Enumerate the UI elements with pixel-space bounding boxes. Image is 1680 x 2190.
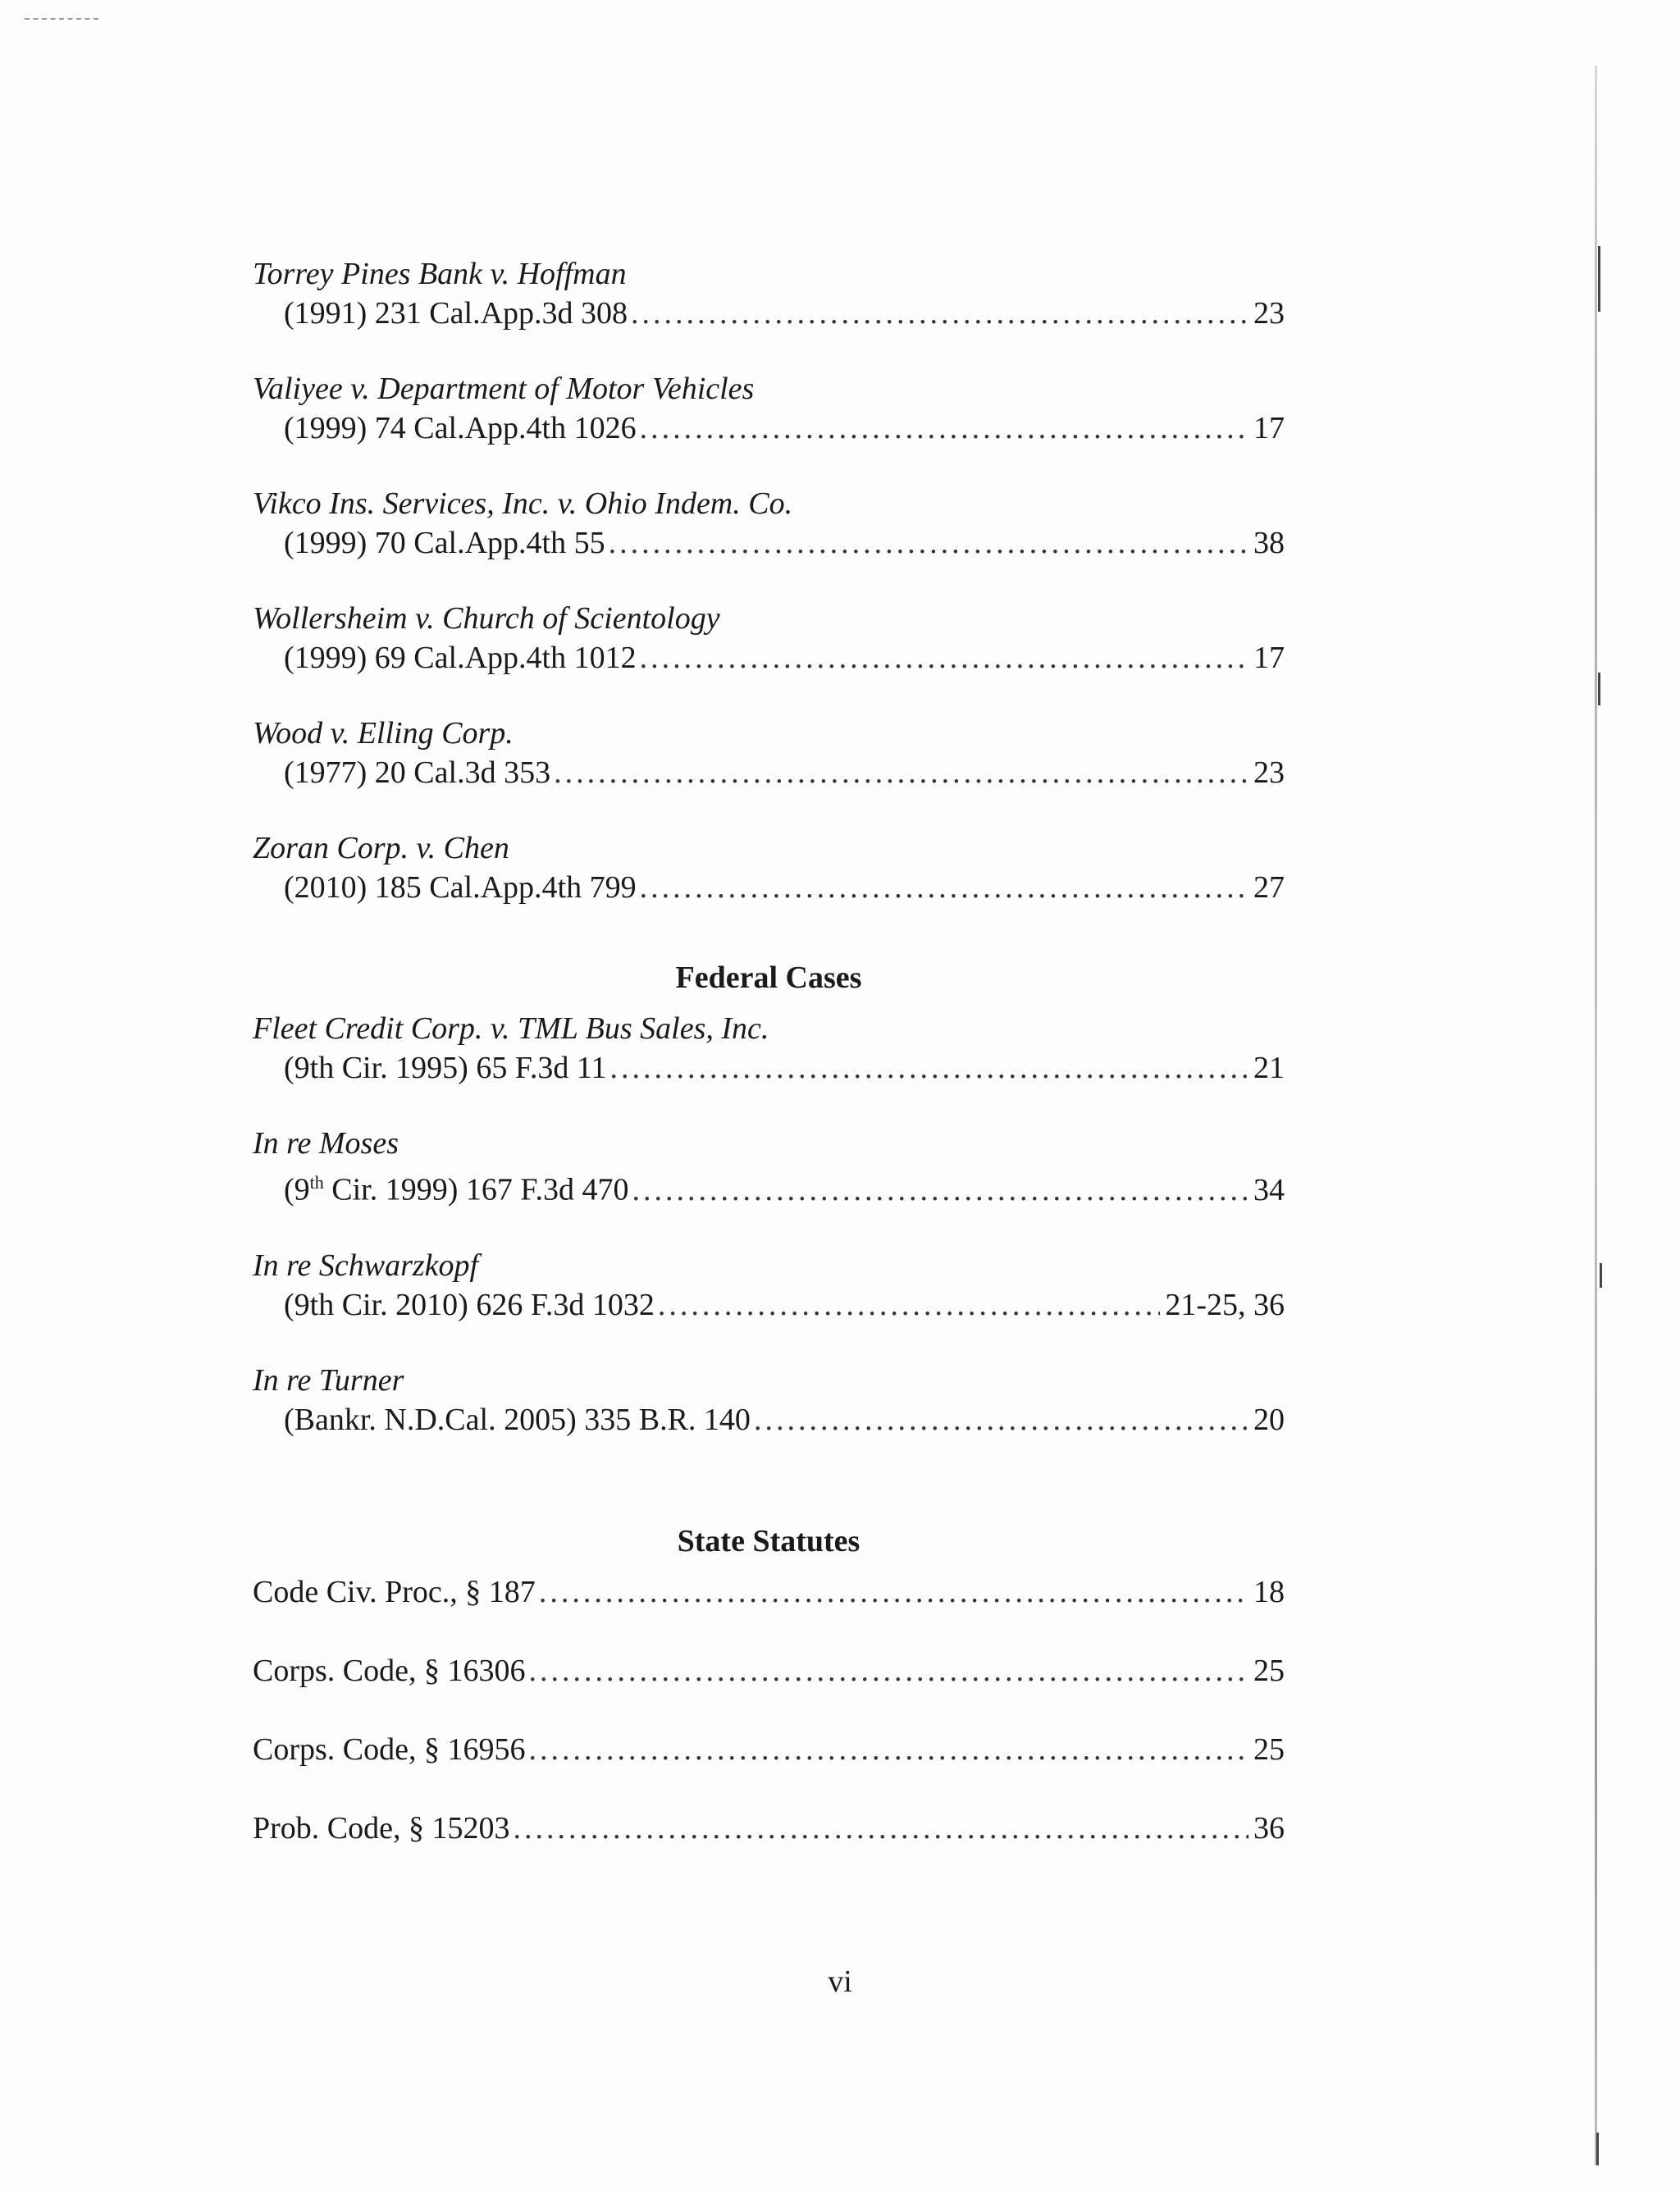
citation-line (253, 1809, 1285, 1848)
page-reference: 17 (1253, 641, 1285, 675)
scan-edge-mark (1600, 1263, 1602, 1288)
citation: Corps. Code, § 16956 (253, 1731, 526, 1767)
scan-artifact-mark (25, 18, 98, 21)
case-title: Zoran Corp. v. Chen (253, 831, 509, 865)
page-reference: 25 (1253, 1653, 1285, 1688)
page-reference: 38 (1253, 526, 1285, 560)
citation: (Bankr. N.D.Cal. 2005) 335 B.R. 140 (284, 1402, 751, 1437)
citation-line (253, 294, 1285, 333)
citation: (1999) 70 Cal.App.4th 55 (284, 526, 605, 560)
case-title: Vikco Ins. Services, Inc. v. Ohio Indem. Co. (253, 486, 793, 521)
page-reference: 21 (1253, 1051, 1285, 1085)
table-of-authorities (253, 254, 1285, 1848)
citation-line (253, 753, 1285, 792)
scan-edge-mark (1598, 246, 1600, 312)
statute-entry (253, 1651, 1285, 1690)
authority-entry (253, 599, 1285, 678)
citation: Prob. Code, § 15203 (253, 1810, 510, 1846)
citation: Corps. Code, § 16306 (253, 1653, 526, 1688)
citation-line (253, 1651, 1285, 1690)
citation: Code Civ. Proc., § 187 (253, 1574, 536, 1609)
page-reference: 23 (1253, 296, 1285, 331)
authority-entry (253, 1361, 1285, 1439)
dot-leader (529, 1651, 1249, 1690)
page-reference: 34 (1253, 1172, 1285, 1207)
authority-entry (253, 714, 1285, 792)
page-number: vi (828, 1964, 852, 1999)
page-reference: 21-25, 36 (1165, 1287, 1285, 1322)
page-reference: 23 (1253, 755, 1285, 790)
case-title: Wollersheim v. Church of Scientology (253, 601, 720, 636)
citation-line (253, 1730, 1285, 1769)
authority-entry (253, 369, 1285, 448)
authority-entry (253, 484, 1285, 563)
scan-edge-shadow (1595, 66, 1597, 2165)
page-reference: 20 (1253, 1402, 1285, 1437)
citation-line (253, 868, 1285, 907)
scan-edge-mark (1598, 673, 1600, 705)
citation: (1999) 69 Cal.App.4th 1012 (284, 641, 637, 675)
authority-entry (253, 1124, 1285, 1210)
citation-line (253, 1048, 1285, 1088)
citation (284, 1163, 629, 1210)
authority-entry (253, 254, 1285, 333)
case-title: In re Turner (253, 1362, 404, 1398)
page-reference: 25 (1253, 1731, 1285, 1767)
citation: (1999) 74 Cal.App.4th 1026 (284, 411, 637, 445)
statute-entry (253, 1572, 1285, 1612)
dot-leader (658, 1285, 1160, 1325)
citation-line (253, 638, 1285, 678)
dot-leader (554, 753, 1249, 792)
citation: (2010) 185 Cal.App.4th 799 (284, 870, 637, 905)
dot-leader (640, 408, 1249, 448)
page-reference: 18 (1253, 1574, 1285, 1609)
page-reference: 36 (1253, 1810, 1285, 1846)
statute-entry (253, 1730, 1285, 1769)
section-heading-state-statutes: State Statutes (677, 1523, 861, 1558)
citation-line (253, 1572, 1285, 1612)
citation-line (253, 408, 1285, 448)
dot-leader (632, 1170, 1249, 1210)
dot-leader (754, 1400, 1249, 1439)
scan-edge-mark (1596, 2133, 1599, 2165)
citation-line (253, 1163, 1285, 1210)
dot-leader (609, 523, 1249, 563)
dot-leader (640, 868, 1249, 907)
citation: (1977) 20 Cal.3d 353 (284, 755, 551, 790)
citation-prefix: (9 (284, 1172, 310, 1207)
citation-line (253, 1285, 1285, 1325)
dot-leader (631, 294, 1249, 333)
case-title: Fleet Credit Corp. v. TML Bus Sales, Inc. (253, 1011, 769, 1046)
case-title: Torrey Pines Bank v. Hoffman (253, 257, 627, 291)
dot-leader (610, 1048, 1249, 1088)
citation-line (253, 523, 1285, 563)
case-title: In re Moses (253, 1126, 399, 1161)
citation-rest: Cir. 1999) 167 F.3d 470 (323, 1172, 629, 1207)
case-title: Wood v. Elling Corp. (253, 716, 514, 751)
page-reference: 17 (1253, 411, 1285, 445)
case-title: In re Schwarzkopf (253, 1248, 479, 1283)
statute-entry (253, 1809, 1285, 1848)
authority-entry (253, 1009, 1285, 1088)
citation-superscript: th (309, 1172, 324, 1193)
citation: (9th Cir. 2010) 626 F.3d 1032 (284, 1287, 655, 1322)
citation-line (253, 1400, 1285, 1439)
dot-leader (529, 1730, 1249, 1769)
section-heading-federal-cases: Federal Cases (675, 960, 862, 995)
dot-leader (514, 1809, 1249, 1848)
citation: (9th Cir. 1995) 65 F.3d 11 (284, 1051, 607, 1085)
authority-entry (253, 828, 1285, 907)
case-title: Valiyee v. Department of Motor Vehicles (253, 372, 755, 406)
dot-leader (539, 1572, 1249, 1612)
page-reference: 27 (1253, 870, 1285, 905)
dot-leader (640, 638, 1249, 678)
citation: (1991) 231 Cal.App.3d 308 (284, 296, 628, 331)
authority-entry (253, 1246, 1285, 1325)
